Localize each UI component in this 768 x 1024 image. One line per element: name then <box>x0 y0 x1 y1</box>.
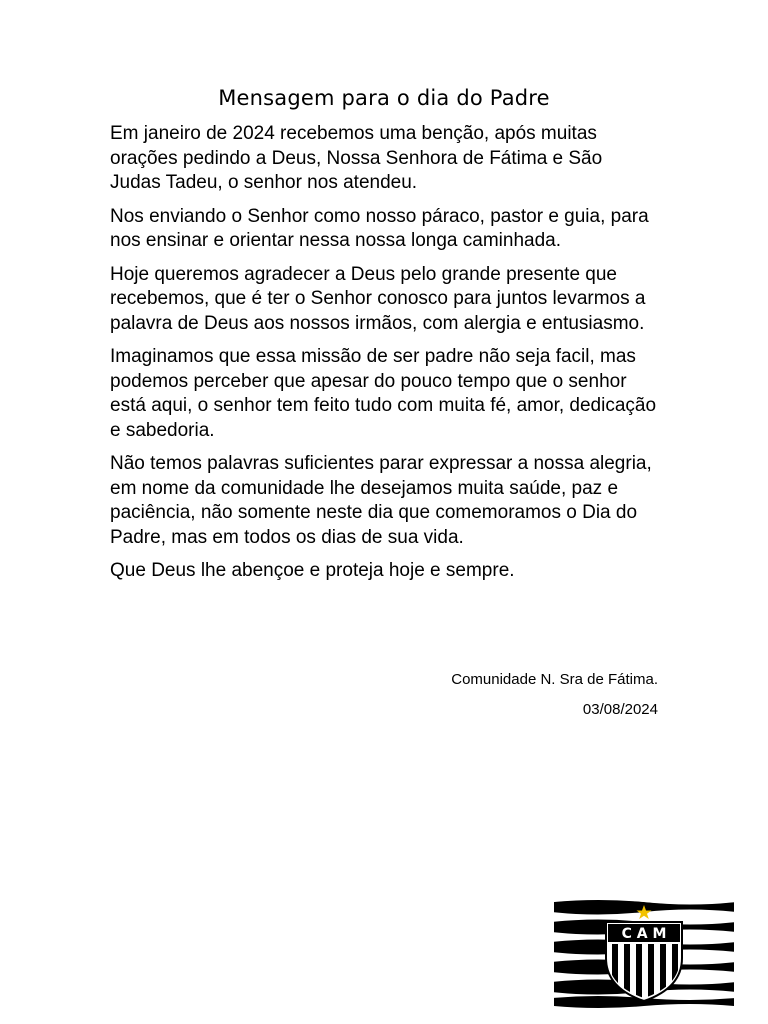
paragraph-3: Hoje queremos agradecer a Deus pelo grande presente que recebemos, que é ter o Senhor conosco para juntos levarmos a palavra de Deus aos nossos irmãos, com alergia e entusiasmo. <box>110 263 646 334</box>
paragraph-1: Em janeiro de 2024 recebemos uma benção, após muitas orações pedindo a Deus, Nossa Senhora de Fátima e São Judas Tadeu, o senhor nos atendeu. <box>110 123 603 193</box>
signature-date: 03/08/2024 <box>582 701 658 718</box>
message-body <box>110 122 658 593</box>
page-title: Mensagem para o dia do Padre <box>218 86 550 110</box>
signature-community: Comunidade N. Sra de Fátima. <box>451 671 658 688</box>
cam-flag-icon <box>552 898 736 1008</box>
paragraph-4: Imaginamos que essa missão de ser padre não seja facil, mas podemos perceber que apesar do pouco tempo que o senhor está aqui, o senhor tem feito tudo com muita fé, amor, dedicação e sabedoria. <box>110 346 657 441</box>
paragraph-2: Nos enviando o Senhor como nosso páraco, pastor e guia, para nos ensinar e orientar nessa nossa longa caminhada. <box>110 205 649 251</box>
paragraph-6: Que Deus lhe abençoe e proteja hoje e sempre. <box>110 560 515 581</box>
paragraph-5: Não temos palavras suficientes parar expressar a nossa alegria, em nome da comunidade lhe desejamos muita saúde, paz e paciência, não somente neste dia que comemoramos o Dia do Padre, mas em todos os dias de sua vida. <box>110 453 652 548</box>
flag-graphic <box>552 898 736 1008</box>
emblem-text: C A M <box>621 926 667 942</box>
